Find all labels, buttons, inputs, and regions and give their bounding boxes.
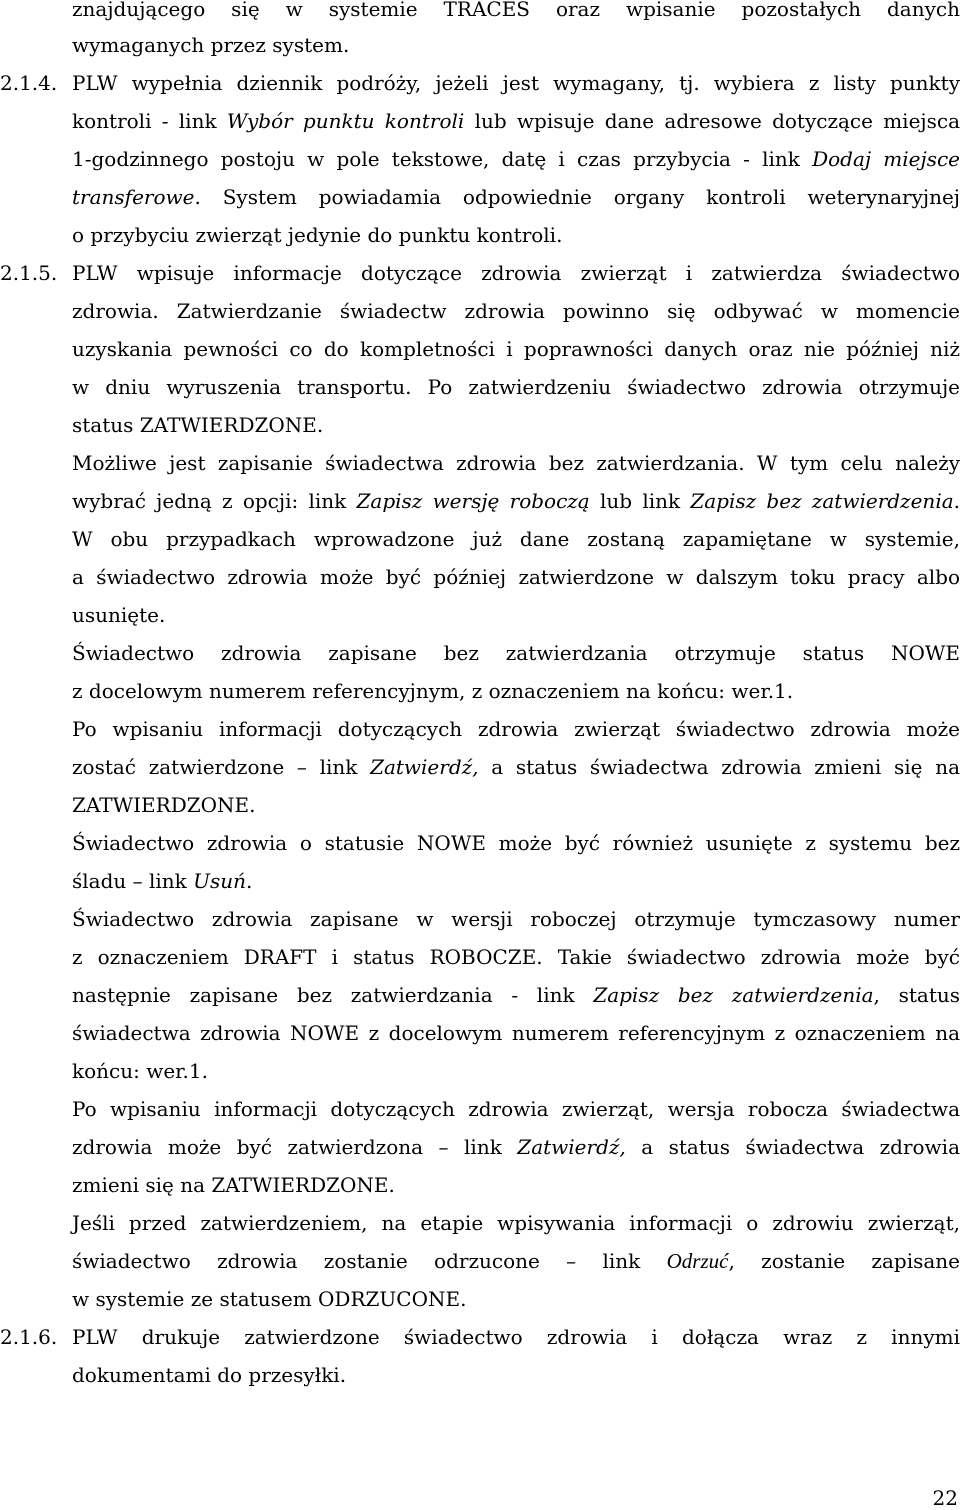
- text-line: znajdującego się w systemie TRACES oraz wpisanie pozostałych danych: [72, 0, 960, 21]
- text-line: w dniu wyruszenia transportu. Po zatwierdzeniu świadectwo zdrowia otrzymuje: [72, 375, 960, 399]
- text-line: Świadectwo zdrowia o statusie NOWE może być również usunięte z systemu bez: [72, 831, 960, 855]
- text-line: świadectwo zdrowia zostanie odrzucone – link Odrzuć, zostanie zapisane: [72, 1249, 960, 1273]
- text-line: wymaganych przez system.: [72, 33, 350, 57]
- text-line: uzyskania pewności co do kompletności i poprawności danych oraz nie później niż: [72, 337, 960, 361]
- text-line: śladu – link Usuń.: [72, 869, 253, 893]
- text-line: świadectwa zdrowia NOWE z docelowym numerem referencyjnym z oznaczeniem na: [72, 1021, 960, 1045]
- text-line: z docelowym numerem referencyjnym, z oznaczeniem na końcu: wer.1.: [72, 679, 794, 703]
- link-zatwierdz: Zatwierdź,: [370, 755, 479, 779]
- text-line: zostać zatwierdzone – link Zatwierdź, a status świadectwa zdrowia zmieni się na: [72, 755, 960, 779]
- section-number: 2.1.4.: [0, 71, 58, 95]
- section-number: 2.1.6.: [0, 1325, 58, 1349]
- text-line: zdrowia. Zatwierdzanie świadectw zdrowia powinno się odbywać w momencie: [72, 299, 960, 323]
- text-line: kontroli - link Wybór punktu kontroli lub wpisuje dane adresowe dotyczące miejsca: [72, 109, 960, 133]
- link-wybor-punktu-kontroli: Wybór punktu kontroli: [226, 109, 465, 133]
- link-zapisz-wersje-robocza: Zapisz wersję roboczą: [356, 489, 590, 513]
- link-odrzuc: Odrzuć: [666, 1249, 729, 1273]
- link-zapisz-bez-zatwierdzenia-2: Zapisz bez zatwierdzenia: [593, 983, 874, 1007]
- text-line: a świadectwo zdrowia może być później zatwierdzone w dalszym toku pracy albo: [72, 565, 960, 589]
- section-number: 2.1.5.: [0, 261, 58, 285]
- text-line: następnie zapisane bez zatwierdzania - link Zapisz bez zatwierdzenia, status: [72, 983, 960, 1007]
- text-line: 1-godzinnego postoju w pole tekstowe, datę i czas przybycia - link Dodaj miejsce: [72, 147, 960, 171]
- page-number: 22: [932, 1486, 958, 1510]
- text-line: ZATWIERDZONE.: [72, 793, 256, 817]
- text-line: Po wpisaniu informacji dotyczących zdrowia zwierząt, wersja robocza świadectwa: [72, 1097, 960, 1121]
- text-line: status ZATWIERDZONE.: [72, 413, 324, 437]
- text-line: W obu przypadkach wprowadzone już dane zostaną zapamiętane w systemie,: [72, 527, 960, 551]
- text-line: dokumentami do przesyłki.: [72, 1363, 347, 1387]
- text-line: z oznaczeniem DRAFT i status ROBOCZE. Takie świadectwo zdrowia może być: [72, 945, 960, 969]
- link-zapisz-bez-zatwierdzenia: Zapisz bez zatwierdzenia: [690, 489, 954, 513]
- text-line: Jeśli przed zatwierdzeniem, na etapie wpisywania informacji o zdrowiu zwierząt,: [72, 1211, 960, 1235]
- text-line: w systemie ze statusem ODRZUCONE.: [72, 1287, 467, 1311]
- link-dodaj-miejsce-transferowe: Dodaj miejsce: [812, 147, 960, 171]
- text-line: Świadectwo zdrowia zapisane w wersji roboczej otrzymuje tymczasowy numer: [72, 907, 960, 931]
- text-line: PLW drukuje zatwierdzone świadectwo zdrowia i dołącza wraz z innymi: [72, 1325, 960, 1349]
- text-line: wybrać jedną z opcji: link Zapisz wersję roboczą lub link Zapisz bez zatwierdzenia.: [72, 489, 960, 513]
- text-line: Możliwe jest zapisanie świadectwa zdrowia bez zatwierdzania. W tym celu należy: [72, 451, 960, 475]
- text-line: o przybyciu zwierząt jedynie do punktu kontroli.: [72, 223, 563, 247]
- text-line: Po wpisaniu informacji dotyczących zdrowia zwierząt świadectwo zdrowia może: [72, 717, 960, 741]
- link-zatwierdz-2: Zatwierdź,: [517, 1135, 626, 1159]
- text-line: usunięte.: [72, 603, 166, 627]
- text-line: PLW wpisuje informacje dotyczące zdrowia zwierząt i zatwierdza świadectwo: [72, 261, 960, 285]
- text-line: PLW wypełnia dziennik podróży, jeżeli jest wymagany, tj. wybiera z listy punkty: [72, 71, 960, 95]
- link-usun: Usuń: [193, 869, 247, 893]
- text-line: Świadectwo zdrowia zapisane bez zatwierdzania otrzymuje status NOWE: [72, 641, 960, 665]
- text-line: końcu: wer.1.: [72, 1059, 208, 1083]
- text-line: zmieni się na ZATWIERDZONE.: [72, 1173, 395, 1197]
- text-line: zdrowia może być zatwierdzona – link Zatwierdź, a status świadectwa zdrowia: [72, 1135, 960, 1159]
- text-line: transferowe. System powiadamia odpowiednie organy kontroli weterynaryjnej: [72, 185, 960, 209]
